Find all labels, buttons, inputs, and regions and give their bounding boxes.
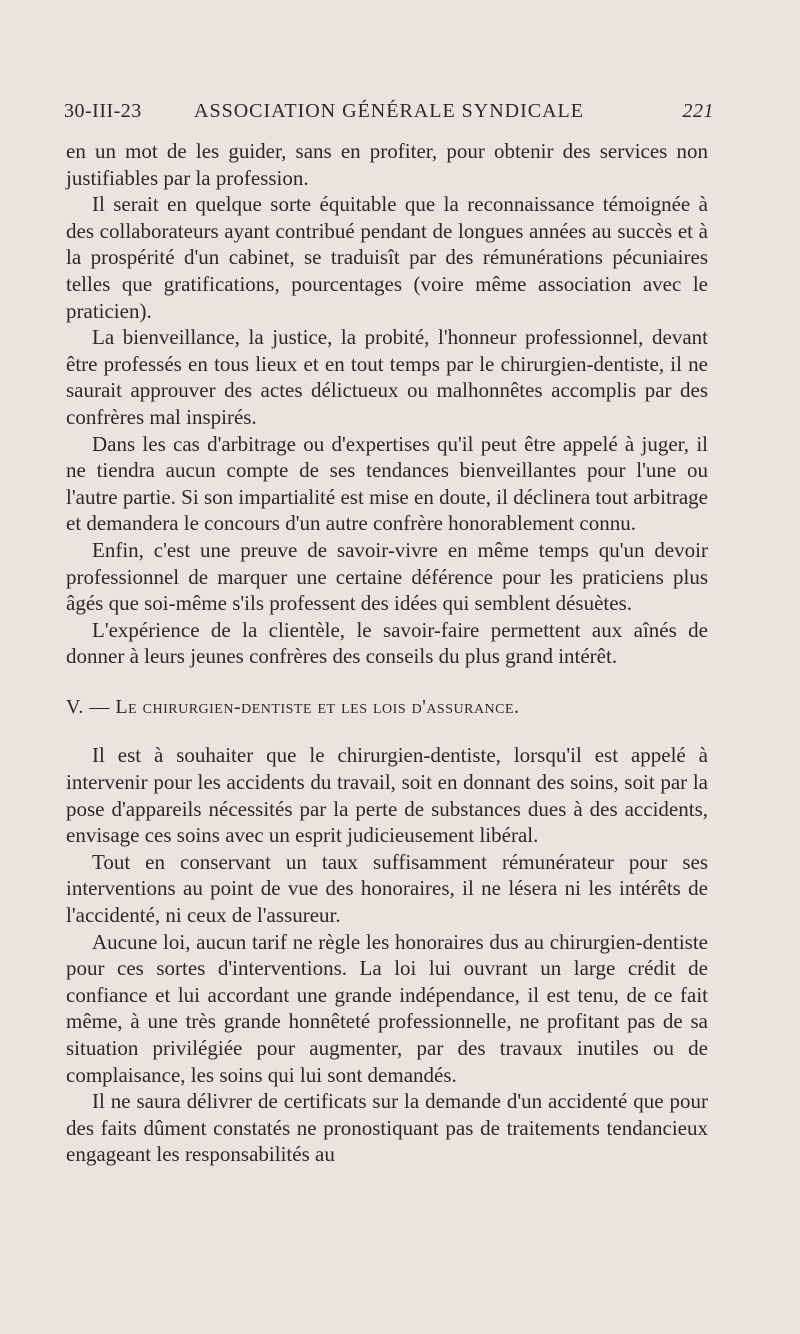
paragraph: Enfin, c'est une preuve de savoir-vivre en même temps qu'un devoir professionnel de marquer une certaine déférence pour les praticiens plus âgés que soi-même s'ils professent des idées qui semblent désuètes. <box>66 537 708 616</box>
page-body <box>66 138 708 1168</box>
paragraph: Il serait en quelque sorte équitable que la reconnaissance témoignée à des collaborateurs ayant contribué pendant de longues années au succès et à la prospérité d'un cabinet, se traduisît par des rémunérations pécuniaires telles que gratifications, pourcentages (voire même association avec le praticien). <box>66 192 708 323</box>
header-date: 30-III-23 <box>64 100 142 122</box>
paragraph: Aucune loi, aucun tarif ne règle les honoraires dus au chirurgien-dentiste pour ces sortes d'interventions. La loi lui ouvrant un large crédit de confiance et lui accordant une grande indépendance, il est tenu, de ce fait même, à une très grande honnêteté professionnelle, ne profitant pas de sa situation privilégiée pour augmenter, par des travaux inutiles ou de complaisance, les soins qui lui sont demandés. <box>66 929 708 1087</box>
running-header <box>64 100 714 128</box>
paragraph: Tout en conservant un taux suffisamment rémunérateur pour ses interventions au point de vue des honoraires, il ne lésera ni les intérêts de l'accidenté, ni ceux de l'assureur. <box>66 849 708 928</box>
header-title: ASSOCIATION GÉNÉRALE SYNDICALE <box>194 100 584 122</box>
paragraph: Dans les cas d'arbitrage ou d'expertises qu'il peut être appelé à juger, il ne tiendra aucun compte de ses tendances bienveillantes pour l'une ou l'autre partie. Si son impartialité est mise en doute, il déclinera tout arbitrage et demandera le concours d'un autre confrère honorablement connu. <box>66 431 708 536</box>
page-number: 221 <box>682 100 714 122</box>
paragraph: en un mot de les guider, sans en profiter, pour obtenir des services non justifiables par la profession. <box>66 139 708 190</box>
section-heading: V. — Le chirurgien-dentiste et les lois d'assurance. <box>66 695 520 718</box>
paragraph: Il est à souhaiter que le chirurgien-dentiste, lorsqu'il est appelé à intervenir pour les accidents du travail, soit en donnant des soins, soit par la pose d'appareils nécessités par la perte de substances dues à des accidents, envisage ces soins avec un esprit judicieusement libéral. <box>66 743 708 848</box>
paragraph: La bienveillance, la justice, la probité, l'honneur professionnel, devant être professés en tous lieux et en tout temps par le chirurgien-dentiste, il ne saurait approuver des actes délictueux ou malhonnêtes accomplis par des confrères mal inspirés. <box>66 325 708 429</box>
paragraph: Il ne saura délivrer de certificats sur la demande d'un accidenté que pour des faits dûment constatés ne pronostiquant pas de traitements tendancieux engageant les responsabilités au <box>66 1089 708 1167</box>
paragraph: L'expérience de la clientèle, le savoir-faire permettent aux aînés de donner à leurs jeunes confrères des conseils du plus grand intérêt. <box>66 617 708 669</box>
